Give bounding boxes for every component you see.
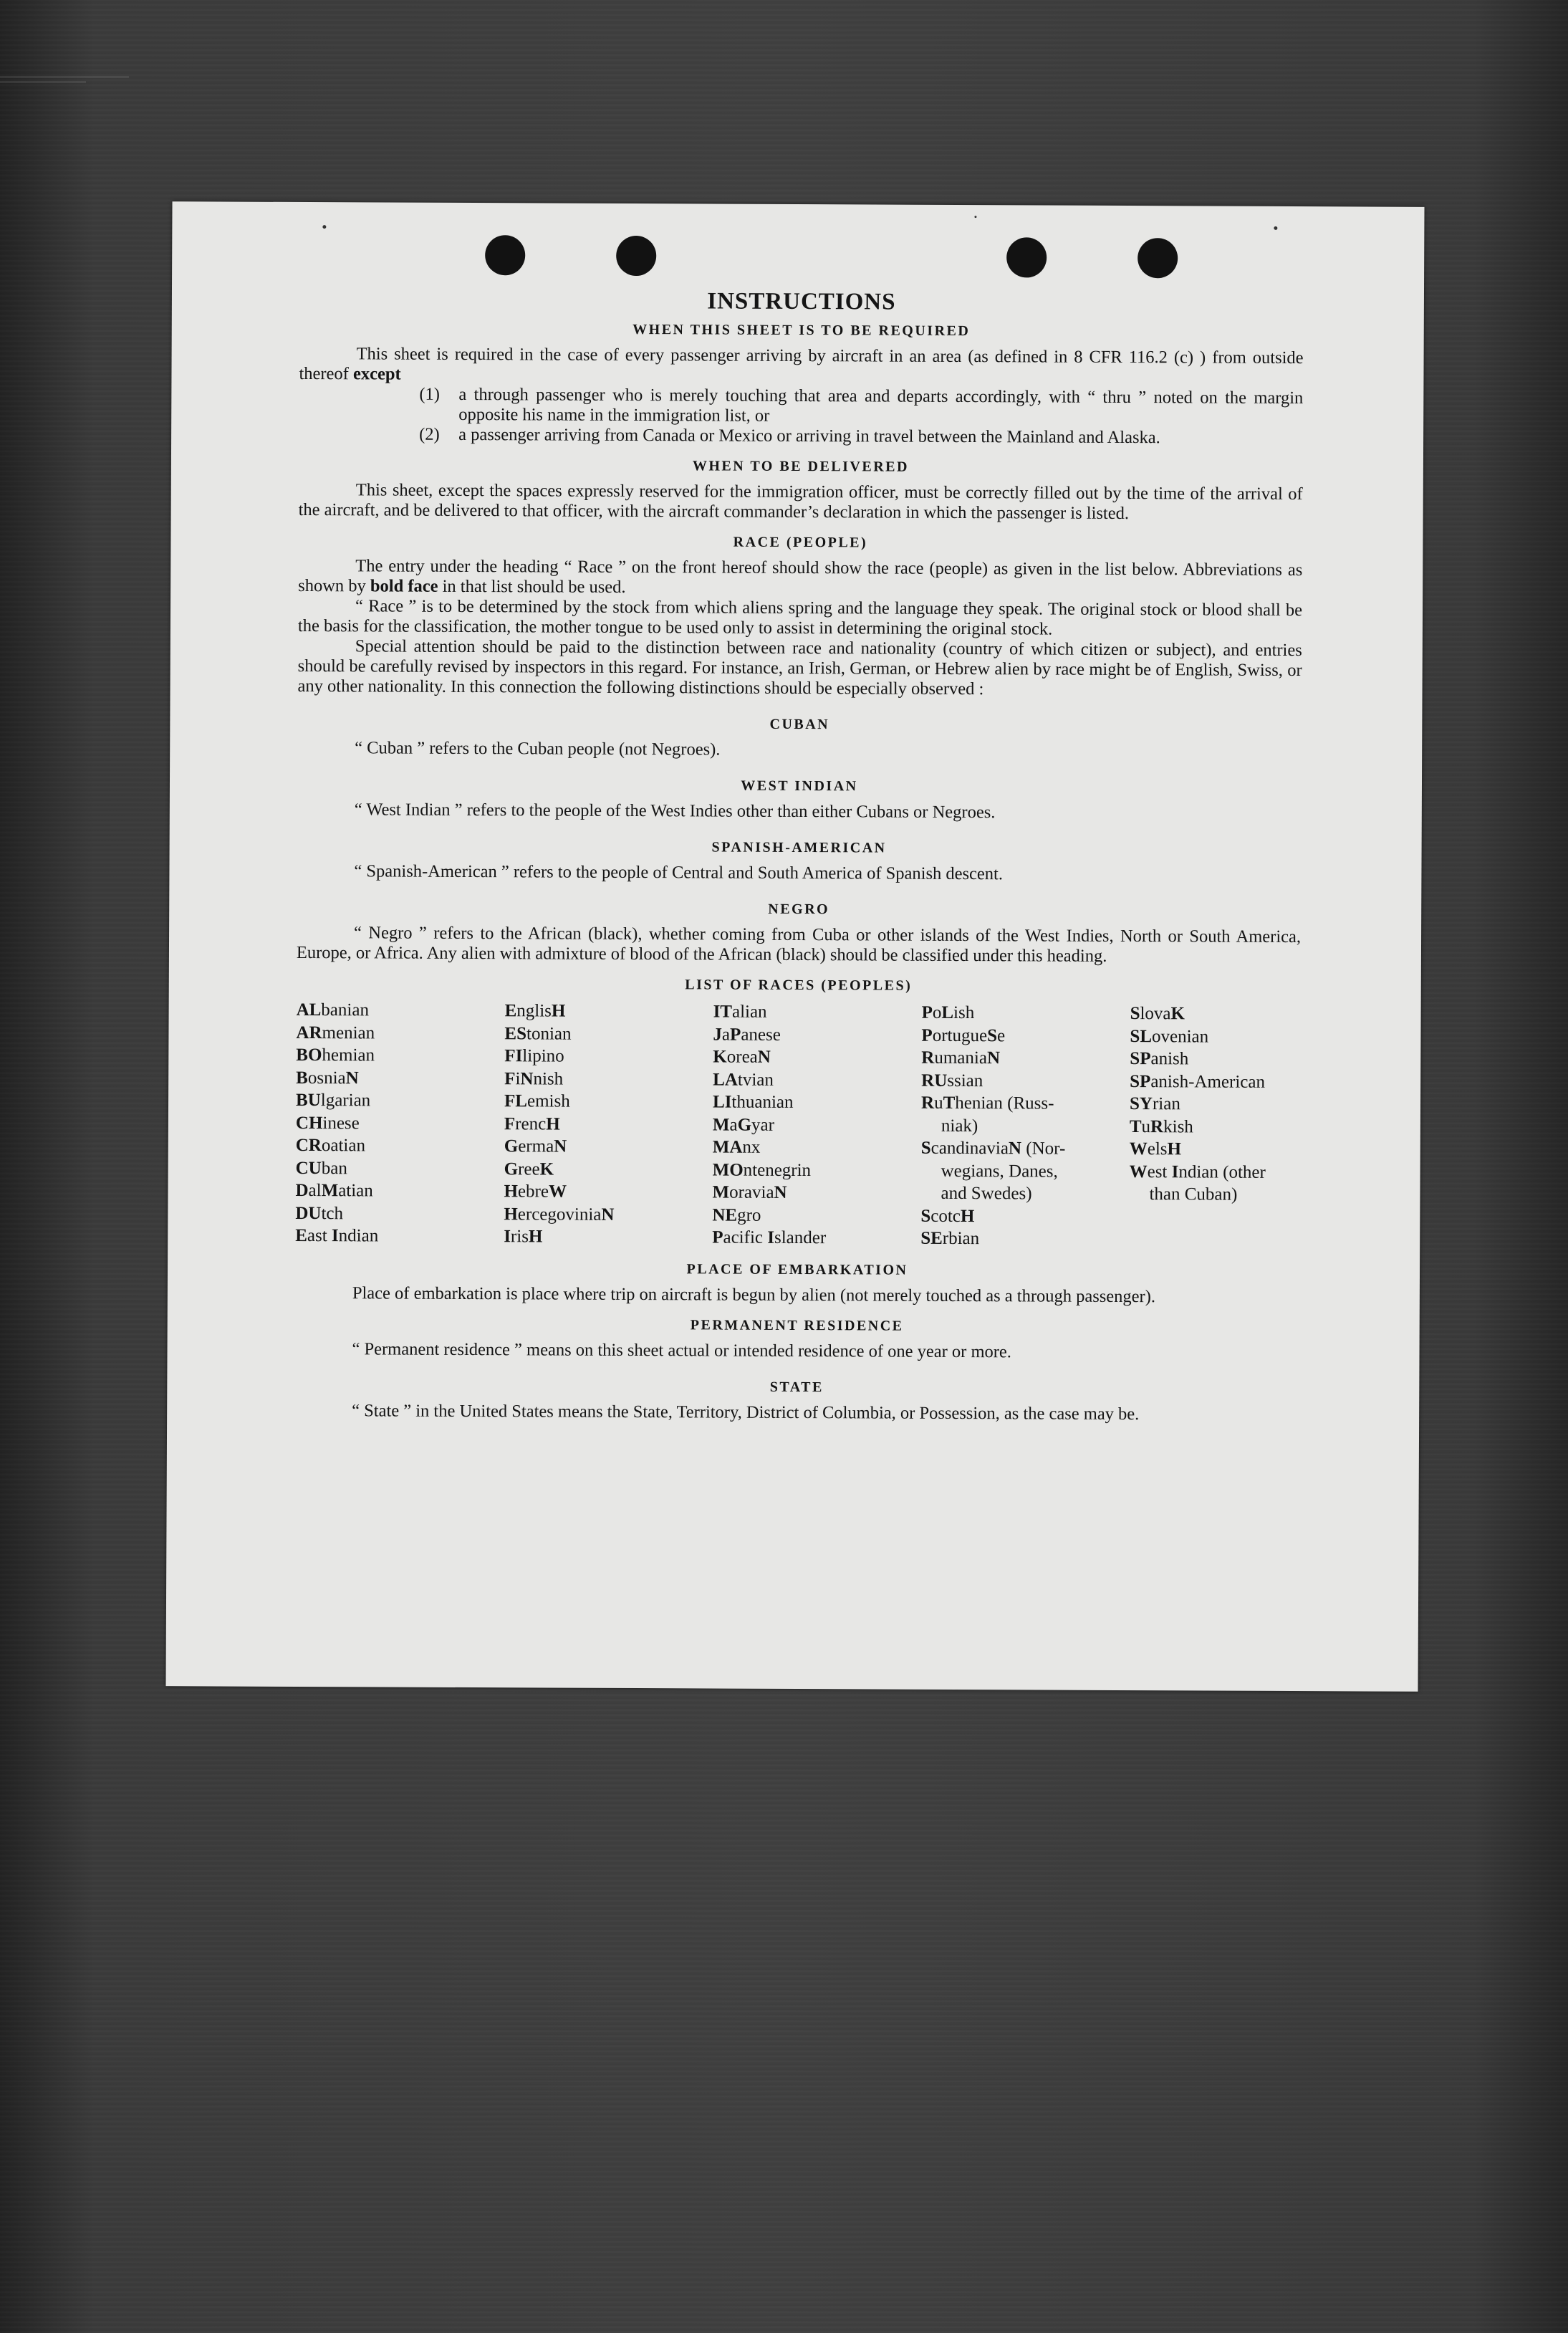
race-entry: Pacific Islander — [712, 1227, 827, 1248]
race-entry: BosniaN — [296, 1068, 359, 1088]
film-edge-mark — [0, 81, 86, 83]
punch-hole — [616, 236, 656, 276]
cuban-text: “ Cuban ” refers to the Cuban people (not Negroes). — [355, 738, 721, 760]
race-entry: niak) — [941, 1116, 978, 1136]
race-entry: CHinese — [295, 1113, 360, 1133]
race-entry: TuRkish — [1129, 1116, 1193, 1136]
race-column — [712, 1001, 922, 1250]
exception-number: (2) — [419, 424, 440, 444]
section-heading-spanish-american: SPANISH-AMERICAN — [711, 839, 887, 856]
section-heading-race: RACE (PEOPLE) — [733, 534, 868, 551]
race-entry: CUban — [295, 1158, 347, 1178]
race-entry: ScotcH — [920, 1206, 975, 1226]
section-heading-west-indian: WEST INDIAN — [741, 777, 858, 795]
race-entry: FrencH — [504, 1113, 560, 1134]
race-entry: MAnx — [712, 1137, 761, 1157]
race-entry: WelsH — [1129, 1139, 1182, 1159]
race-entry: SErbian — [920, 1228, 980, 1249]
race-entry: ALbanian — [296, 1000, 370, 1020]
race-entry: and Swedes) — [941, 1183, 1032, 1204]
residence-text: “ Permanent residence ” means on this sheet actual or intended residence of one year or more. — [352, 1338, 1012, 1361]
exception-item — [419, 425, 1303, 449]
race-entry: IrisH — [504, 1227, 543, 1247]
embarkation-text: Place of embarkation is place where trip on aircraft is begun by alien (not merely touched as a through passenger). — [352, 1283, 1156, 1306]
race-entry: MoraviaN — [712, 1182, 787, 1202]
race-entry: SPanish — [1130, 1049, 1189, 1069]
exception-item — [419, 385, 1303, 428]
race-entry: GermaN — [504, 1136, 567, 1156]
section-heading-required: WHEN THIS SHEET IS TO BE REQUIRED — [633, 322, 971, 340]
race-entry: KoreaN — [713, 1047, 771, 1067]
race-entry: SlovaK — [1130, 1004, 1185, 1024]
race-entry: GreeK — [504, 1159, 554, 1179]
race-paragraph-1: The entry under the heading “ Race ” on the front hereof should show the race (people) as given in the list below. Abbreviations as shown by bold face in that list should be used. — [298, 556, 1303, 597]
race-entry: RUssian — [921, 1070, 983, 1091]
race-entry: CRoatian — [295, 1135, 366, 1156]
race-entry: HercegoviniaN — [504, 1204, 615, 1225]
race-entry: FLemish — [504, 1091, 570, 1111]
punch-hole — [1006, 237, 1047, 277]
section-heading-list-of-races: LIST OF RACES (PEOPLES) — [685, 977, 913, 994]
races-list — [295, 999, 1300, 1252]
paper-speck — [1274, 226, 1277, 230]
negro-text: “ Negro ” refers to the African (black), whether coming from Cuba or other islands of the West Indies, North or South America, Europe, or Africa. Any alien with admixture of blood of the African (black) should be classified under this heading. — [296, 923, 1302, 966]
race-entry: NEgro — [712, 1204, 761, 1225]
section-heading-embarkation: PLACE OF EMBARKATION — [686, 1260, 908, 1278]
race-column — [504, 1000, 713, 1249]
race-entry: SPanish-American — [1130, 1071, 1266, 1092]
section-heading-state: STATE — [769, 1379, 824, 1395]
sheet-content — [294, 289, 1304, 1425]
race-column — [920, 1002, 1130, 1251]
race-entry: than Cuban) — [1149, 1184, 1238, 1204]
required-intro: This sheet is required in the case of every passenger arriving by aircraft in an area (as defined in 8 CFR 116.2 (c) ) from outside thereof except — [299, 344, 1304, 384]
section-heading-cuban: CUBAN — [769, 716, 830, 733]
exception-number: (1) — [419, 384, 440, 404]
race-entry: ARmenian — [296, 1022, 375, 1043]
page-title: INSTRUCTIONS — [707, 288, 896, 315]
race-column — [1129, 1002, 1339, 1252]
race-entry: EStonian — [504, 1023, 572, 1044]
paper-speck — [322, 225, 326, 229]
except-emphasis: except — [352, 364, 401, 384]
exception-text: a through passenger who is merely touching that area and departs accordingly, with “ thru ” noted on the margin opposite his name in the immigration list, or — [458, 384, 1304, 426]
race-entry: West Indian (other — [1129, 1161, 1266, 1182]
punch-hole — [1137, 238, 1178, 278]
race-entry: HebreW — [504, 1182, 567, 1202]
race-entry: MaGyar — [712, 1115, 775, 1135]
state-text: “ State ” in the United States means the State, Territory, District of Columbia, or Possession, as the case may be. — [352, 1400, 1140, 1424]
race-paragraph-2: “ Race ” is to be determined by the stock from which aliens spring and the language they speak. The original stock or blood shall be the basis for the classification, the mother tongue to be used only to assist in determining the original stock. — [297, 596, 1303, 639]
race-entry: ITalian — [713, 1002, 767, 1022]
race-entry: FIlipino — [504, 1046, 564, 1066]
race-entry: DUtch — [295, 1203, 344, 1223]
race-entry: PortugueSe — [921, 1025, 1006, 1045]
race-entry: BOhemian — [296, 1045, 375, 1065]
race-entry: wegians, Danes, — [941, 1161, 1058, 1182]
race-entry: JaPanese — [713, 1025, 781, 1045]
punch-hole — [485, 235, 525, 275]
race-entry: RumaniaN — [921, 1048, 1001, 1068]
west-indian-text: “ West Indian ” refers to the people of the West Indies other than either Cubans or Negroes. — [354, 800, 996, 823]
race-entry: LIthuanian — [712, 1092, 794, 1112]
section-heading-negro: NEGRO — [768, 901, 830, 918]
section-heading-delivered: WHEN TO BE DELIVERED — [692, 458, 910, 475]
race-entry: RuThenian (Russ- — [920, 1093, 1054, 1113]
race-entry: FiNnish — [504, 1068, 564, 1089]
race-entry: PoLish — [921, 1002, 975, 1023]
bold-face-emphasis: bold face — [370, 576, 438, 596]
race-entry: ScandinaviaN (Nor- — [920, 1138, 1066, 1159]
exception-text: a passenger arriving from Canada or Mexico or arriving in travel between the Mainland and Alaska. — [458, 424, 1160, 448]
film-edge-mark — [0, 76, 129, 78]
race-entry: SLovenian — [1130, 1026, 1209, 1047]
race-column — [295, 999, 505, 1248]
race-entry: MOntenegrin — [712, 1159, 812, 1180]
paper-speck — [974, 216, 976, 218]
race-entry: EnglisH — [504, 1001, 566, 1021]
delivered-text: This sheet, except the spaces expressly reserved for the immigration officer, must be correctly filled out by the time of the arrival of the aircraft, and be delivered to that officer, with the aircraft commander’s declaration in which the passenger is listed. — [298, 480, 1303, 524]
race-entry: LAtvian — [713, 1070, 774, 1090]
race-entry: SYrian — [1129, 1094, 1180, 1114]
section-heading-residence: PERMANENT RESIDENCE — [690, 1316, 904, 1334]
instruction-sheet — [165, 201, 1424, 1692]
race-entry: DalMatian — [295, 1180, 373, 1201]
race-entry: BUlgarian — [295, 1090, 371, 1111]
race-paragraph-3: Special attention should be paid to the distinction between race and nationality (country of which citizen or subject), and entries should be carefully revised by inspectors in this regard. For instance, an Irish, German, or Hebrew alien by race might be of English, Swiss, or any other nationality. In this connection the following distinctions should be especially observed : — [297, 636, 1302, 699]
spanish-american-text: “ Spanish-American ” refers to the people of Central and South America of Spanish descent. — [354, 861, 1004, 884]
race-entry: East Indian — [295, 1225, 379, 1246]
